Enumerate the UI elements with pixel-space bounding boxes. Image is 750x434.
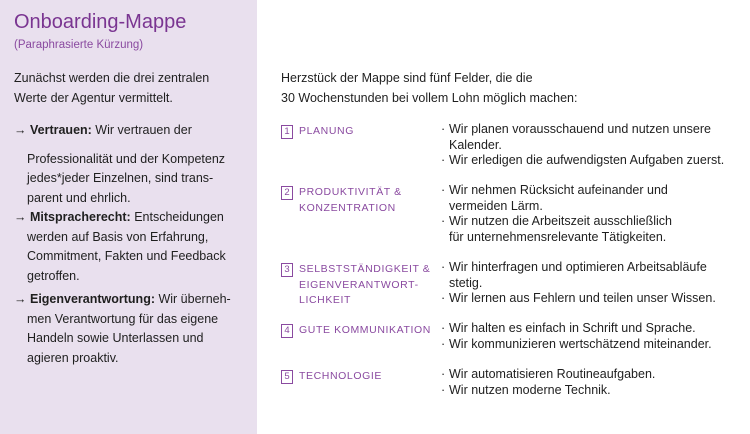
values-intro — [14, 69, 250, 108]
value-line: Handeln sowie Unterlassen und — [27, 331, 204, 345]
field-number-badge: 1 — [281, 125, 293, 139]
fields-intro-line: 30 Wochenstunden bei vollem Lohn möglich machen: — [281, 90, 578, 105]
list-item: · Wir erledigen die aufwendigsten Aufgaben zuerst. — [441, 153, 725, 167]
field-number-badge: 4 — [281, 324, 293, 338]
value-line: Professionalität und der Kompetenz — [27, 151, 226, 166]
bullet-icon: · — [441, 321, 446, 335]
field-points — [441, 260, 741, 307]
value-text: Wir überneh- — [155, 292, 231, 306]
list-item: · Wir halten es einfach in Schrift und Sprache. — [441, 321, 696, 335]
value-line: jedes*jeder Einzelnen, sind trans- — [27, 171, 214, 185]
bullet-icon: · — [441, 291, 446, 305]
field-name: PLANUNG — [299, 125, 354, 137]
value-line: Commitment, Fakten und Feedback — [27, 249, 226, 263]
field-points — [441, 122, 741, 169]
field-number-badge: 5 — [281, 370, 293, 384]
field-name: TECHNOLOGIE — [299, 370, 383, 382]
field-points — [441, 183, 741, 245]
bullet-icon: · — [441, 260, 446, 274]
value-line: men Verantwortung für das eigene — [27, 311, 219, 326]
value-term: Vertrauen: — [29, 123, 92, 137]
value-term: Eigenverantwortung: — [29, 292, 155, 306]
arrow-right-icon: → — [14, 210, 27, 224]
values-intro-line: Werte der Agentur vermittelt. — [14, 90, 173, 105]
field-number-badge: 2 — [281, 186, 293, 200]
bullet-icon: · — [441, 183, 446, 197]
arrow-right-icon: → — [14, 123, 27, 137]
field-name: GUTE KOMMUNIKATION — [299, 324, 431, 336]
list-item: · Wir nehmen Rücksicht aufeinander und vermeiden Lärm. — [441, 183, 668, 213]
field-number-badge: 3 — [281, 263, 293, 277]
bullet-icon: · — [441, 214, 446, 228]
arrow-right-icon: → — [14, 292, 27, 306]
bullet-icon: · — [441, 367, 446, 381]
value-term: Mitspracherecht: — [29, 210, 131, 224]
values-intro-line: Zunächst werden die drei zentralen — [14, 71, 210, 85]
value-line: getroffen. — [27, 268, 80, 283]
value-line: werden auf Basis von Erfahrung, — [27, 229, 209, 244]
bullet-icon: · — [441, 336, 446, 351]
list-item: · Wir lernen aus Fehlern und teilen unser Wissen. — [441, 291, 716, 305]
field-name: PRODUKTIVITÄT & KONZENTRATION — [299, 186, 402, 214]
value-eigenverantwortung — [14, 290, 250, 368]
value-line: parent und ehrlich. — [27, 190, 131, 205]
page-title: Onboarding-Mappe — [14, 11, 187, 33]
value-text: Entscheidungen — [130, 210, 224, 224]
value-mitspracherecht — [14, 208, 250, 286]
value-text: Wir vertrauen der — [91, 123, 192, 137]
list-item: · Wir nutzen moderne Technik. — [441, 382, 611, 397]
list-item: · Wir kommunizieren wertschätzend miteinander. — [441, 336, 712, 351]
page-subtitle: (Paraphrasierte Kürzung) — [14, 39, 144, 51]
list-item: · Wir nutzen die Arbeitszeit ausschließlich für unternehmensrelevante Tätigkeiten. — [441, 214, 673, 244]
value-vertrauen — [14, 121, 250, 208]
list-item: · Wir planen vorausschauend und nutzen unsere Kalender. — [441, 122, 711, 152]
field-points — [441, 321, 741, 352]
fields-intro-line: Herzstück der Mappe sind fünf Felder, die die — [281, 71, 533, 85]
list-item: · Wir automatisieren Routineaufgaben. — [441, 367, 656, 381]
fields-intro — [281, 69, 721, 108]
field-name: SELBSTSTÄNDIGKEIT & EIGENVERANTWORT- LICHKEIT — [299, 263, 431, 306]
bullet-icon: · — [441, 153, 446, 167]
left-panel — [0, 0, 257, 434]
field-points — [441, 367, 741, 398]
bullet-icon: · — [441, 382, 446, 397]
list-item: · Wir hinterfragen und optimieren Arbeitsabläufe stetig. — [441, 260, 707, 290]
value-line: agieren proaktiv. — [27, 350, 119, 365]
bullet-icon: · — [441, 122, 446, 136]
